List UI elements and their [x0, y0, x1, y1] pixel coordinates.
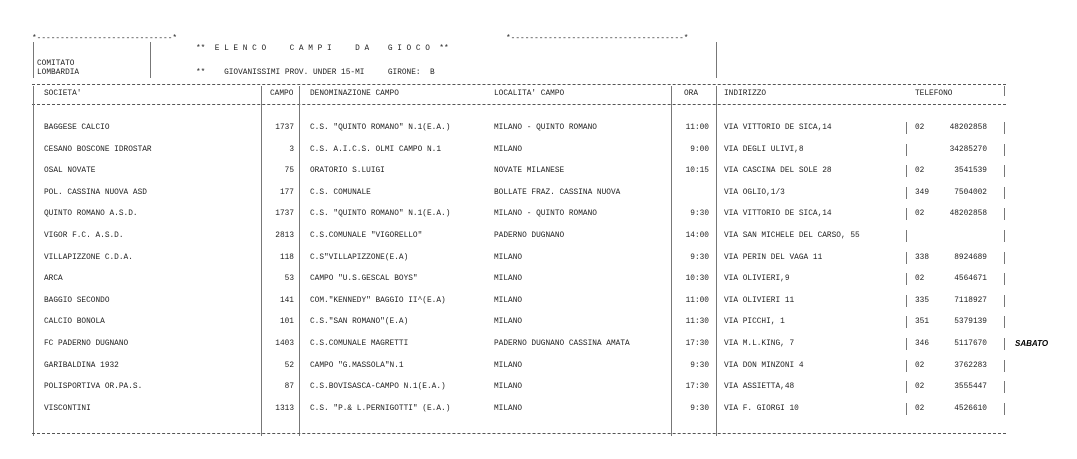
- header-rule-top: [32, 84, 1006, 85]
- cell-societa: VILLAPIZZONE C.D.A.: [44, 254, 133, 262]
- cell-indirizzo: VIA F. GIORGI 10: [724, 405, 799, 413]
- phone-separator: [1004, 187, 1005, 199]
- cell-ora: 14:00: [685, 232, 709, 240]
- phone-separator: [1004, 360, 1005, 372]
- col-localita: LOCALITA' CAMPO: [494, 90, 565, 98]
- cell-telefono: 48202858: [949, 210, 987, 218]
- cell-campo: 3: [289, 146, 294, 154]
- cell-denominazione: C.S."SAN ROMANO"(E.A): [310, 318, 409, 326]
- cell-localita: NOVATE MILANESE: [494, 167, 565, 175]
- comitato-value: LOMBARDIA: [37, 69, 80, 77]
- cell-denominazione: C.S.BOVISASCA-CAMPO N.1(E.A.): [310, 383, 446, 391]
- cell-campo: 53: [284, 275, 294, 283]
- col-societa: SOCIETA': [44, 90, 82, 98]
- cell-indirizzo: VIA OLIVIERI 11: [724, 297, 795, 305]
- header-border-top-right: *-------------------------------------*: [506, 35, 689, 43]
- phone-separator: [906, 338, 907, 350]
- phone-separator: [1004, 403, 1005, 415]
- cell-societa: CESANO BOSCONE IDROSTAR: [44, 146, 152, 154]
- cell-prefisso: 335: [915, 297, 930, 305]
- note-label: SABATO: [1015, 339, 1049, 348]
- col-campo: CAMPO: [270, 90, 294, 98]
- cell-localita: MILANO - QUINTO ROMANO: [494, 124, 597, 132]
- cell-campo: 87: [284, 383, 294, 391]
- cell-indirizzo: VIA OLIVIERI,9: [724, 275, 790, 283]
- cell-localita: BOLLATE FRAZ. CASSINA NUOVA: [494, 189, 621, 197]
- cell-societa: OSAL NOVATE: [44, 167, 96, 175]
- cell-societa: QUINTO ROMANO A.S.D.: [44, 210, 138, 218]
- cell-denominazione: C.S. "QUINTO ROMANO" N.1(E.A.): [310, 124, 451, 132]
- cell-campo: 118: [279, 254, 294, 262]
- phone-separator: [1004, 295, 1005, 307]
- cell-campo: 1737: [275, 210, 294, 218]
- phone-separator: [1004, 381, 1005, 393]
- phone-separator: [906, 273, 907, 285]
- cell-prefisso: 346: [915, 340, 930, 348]
- cell-societa: BAGGESE CALCIO: [44, 124, 110, 132]
- comitato-label: COMITATO: [37, 60, 75, 68]
- cell-ora: 11:30: [685, 318, 709, 326]
- cell-indirizzo: VIA PERIN DEL VAGA 11: [724, 254, 823, 262]
- cell-denominazione: C.S.COMUNALE "VIGORELLO": [310, 232, 423, 240]
- cell-indirizzo: VIA ASSIETTA,48: [724, 383, 795, 391]
- cell-localita: MILANO: [494, 297, 523, 305]
- phone-separator: [906, 403, 907, 415]
- cell-societa: FC PADERNO DUGNANO: [44, 340, 129, 348]
- cell-ora: 9:00: [690, 146, 709, 154]
- sep-left: [33, 86, 34, 436]
- phone-separator: [1004, 316, 1005, 328]
- cell-campo: 177: [279, 189, 294, 197]
- sep-campo: [261, 86, 262, 436]
- cell-ora: 11:00: [685, 124, 709, 132]
- cell-societa: POL. CASSINA NUOVA ASD: [44, 189, 147, 197]
- cell-campo: 141: [279, 297, 294, 305]
- header-title-line2: ** GIOVANISSIMI PROV. UNDER 15-MI GIRONE: B: [196, 69, 435, 77]
- cell-denominazione: COM."KENNEDY" BAGGIO II^(E.A): [310, 297, 446, 305]
- cell-campo: 75: [284, 167, 294, 175]
- cell-societa: VIGOR F.C. A.S.D.: [44, 232, 124, 240]
- cell-ora: 9:30: [690, 362, 709, 370]
- cell-prefisso: 02: [915, 383, 925, 391]
- cell-campo: 1313: [275, 405, 294, 413]
- cell-prefisso: 338: [915, 254, 930, 262]
- header-right-bar: [716, 42, 717, 78]
- cell-prefisso: 02: [915, 362, 925, 370]
- cell-campo: 1737: [275, 124, 294, 132]
- cell-societa: BAGGIO SECONDO: [44, 297, 110, 305]
- cell-denominazione: C.S. "P.& L.PERNIGOTTI" (E.A.): [310, 405, 451, 413]
- cell-localita: MILANO: [494, 146, 523, 154]
- cell-indirizzo: VIA VITTORIO DE SICA,14: [724, 210, 832, 218]
- cell-prefisso: 02: [915, 210, 925, 218]
- cell-telefono: 3555447: [954, 383, 987, 391]
- cell-ora: 10:15: [685, 167, 709, 175]
- phone-separator: [1004, 273, 1005, 285]
- cell-ora: 17:30: [685, 340, 709, 348]
- phone-separator: [906, 295, 907, 307]
- cell-denominazione: C.S"VILLAPIZZONE(E.A): [310, 254, 409, 262]
- phone-separator: [1004, 208, 1005, 220]
- col-telefono: TELEFONO: [915, 90, 953, 98]
- cell-denominazione: C.S. COMUNALE: [310, 189, 371, 197]
- cell-localita: MILANO - QUINTO ROMANO: [494, 210, 597, 218]
- cell-societa: VISCONTINI: [44, 405, 91, 413]
- cell-ora: 9:30: [690, 254, 709, 262]
- phone-separator: [906, 208, 907, 220]
- sep-denominazione: [299, 86, 300, 436]
- cell-indirizzo: VIA VITTORIO DE SICA,14: [724, 124, 832, 132]
- cell-prefisso: 02: [915, 405, 925, 413]
- cell-indirizzo: VIA PICCHI, 1: [724, 318, 785, 326]
- sep-indirizzo: [716, 86, 717, 436]
- cell-ora: 9:30: [690, 210, 709, 218]
- cell-denominazione: C.S.COMUNALE MAGRETTI: [310, 340, 409, 348]
- cell-localita: MILANO: [494, 254, 523, 262]
- cell-telefono: 34285270: [949, 146, 987, 154]
- phone-separator: [1004, 230, 1005, 242]
- cell-societa: CALCIO BONOLA: [44, 318, 105, 326]
- cell-telefono: 5117670: [954, 340, 987, 348]
- phone-separator: [906, 230, 907, 242]
- cell-telefono: 5379139: [954, 318, 987, 326]
- cell-telefono: 7504002: [954, 189, 987, 197]
- phone-separator: [1004, 144, 1005, 156]
- cell-denominazione: ORATORIO S.LUIGI: [310, 167, 385, 175]
- sep-ora: [671, 86, 672, 436]
- cell-telefono: 48202858: [949, 124, 987, 132]
- phone-separator: [906, 252, 907, 264]
- cell-societa: POLISPORTIVA OR.PA.S.: [44, 383, 143, 391]
- cell-campo: 52: [284, 362, 294, 370]
- cell-localita: MILANO: [494, 405, 523, 413]
- table-rule-bottom: [32, 433, 1006, 434]
- cell-indirizzo: VIA DEGLI ULIVI,8: [724, 146, 804, 154]
- cell-telefono: 4526610: [954, 405, 987, 413]
- cell-denominazione: CAMPO "U.S.GESCAL BOYS": [310, 275, 418, 283]
- col-ora: ORA: [684, 90, 699, 98]
- cell-ora: 10:30: [685, 275, 709, 283]
- cell-indirizzo: VIA M.L.KING, 7: [724, 340, 795, 348]
- cell-prefisso: 351: [915, 318, 930, 326]
- phone-separator: [906, 381, 907, 393]
- cell-telefono: 3541539: [954, 167, 987, 175]
- cell-indirizzo: VIA CASCINA DEL SOLE 28: [724, 167, 832, 175]
- header-title-line1: ** E L E N C O C A M P I D A G I O C O **: [196, 45, 449, 53]
- phone-separator: [1004, 252, 1005, 264]
- phone-separator: [1004, 122, 1005, 134]
- cell-ora: 17:30: [685, 383, 709, 391]
- phone-separator: [906, 144, 907, 156]
- cell-campo: 101: [279, 318, 294, 326]
- cell-localita: MILANO: [494, 318, 523, 326]
- header-mid-bar: [150, 42, 151, 78]
- cell-prefisso: 349: [915, 189, 930, 197]
- header-border-top: *-----------------------------*: [32, 35, 178, 43]
- cell-denominazione: C.S. "QUINTO ROMANO" N.1(E.A.): [310, 210, 451, 218]
- cell-localita: PADERNO DUGNANO CASSINA AMATA: [494, 340, 630, 348]
- cell-prefisso: 02: [915, 275, 925, 283]
- cell-campo: 2813: [275, 232, 294, 240]
- cell-localita: MILANO: [494, 275, 523, 283]
- cell-denominazione: C.S. A.I.C.S. OLMI CAMPO N.1: [310, 146, 442, 154]
- sep-telefono-right: [1004, 86, 1005, 96]
- cell-telefono: 7118927: [954, 297, 987, 305]
- cell-prefisso: 02: [915, 124, 925, 132]
- cell-societa: GARIBALDINA 1932: [44, 362, 119, 370]
- col-denominazione: DENOMINAZIONE CAMPO: [310, 90, 399, 98]
- phone-separator: [906, 187, 907, 199]
- cell-indirizzo: VIA OGLIO,1/3: [724, 189, 785, 197]
- phone-separator: [1004, 338, 1005, 350]
- phone-separator: [906, 316, 907, 328]
- cell-indirizzo: VIA SAN MICHELE DEL CARSO, 55: [724, 232, 860, 240]
- cell-ora: 11:00: [685, 297, 709, 305]
- cell-telefono: 3762283: [954, 362, 987, 370]
- cell-localita: PADERNO DUGNANO: [494, 232, 565, 240]
- phone-separator: [906, 360, 907, 372]
- col-indirizzo: INDIRIZZO: [724, 90, 767, 98]
- cell-telefono: 8924689: [954, 254, 987, 262]
- phone-separator: [1004, 165, 1005, 177]
- cell-indirizzo: VIA DON MINZONI 4: [724, 362, 804, 370]
- header-rule-bottom: [32, 104, 1006, 105]
- cell-prefisso: 02: [915, 167, 925, 175]
- cell-campo: 1403: [275, 340, 294, 348]
- cell-localita: MILANO: [494, 362, 523, 370]
- cell-localita: MILANO: [494, 383, 523, 391]
- header-left-bar: [33, 42, 34, 78]
- cell-societa: ARCA: [44, 275, 63, 283]
- phone-separator: [906, 165, 907, 177]
- phone-separator: [906, 122, 907, 134]
- cell-telefono: 4564671: [954, 275, 987, 283]
- cell-ora: 9:30: [690, 405, 709, 413]
- cell-denominazione: CAMPO "G.MASSOLA"N.1: [310, 362, 404, 370]
